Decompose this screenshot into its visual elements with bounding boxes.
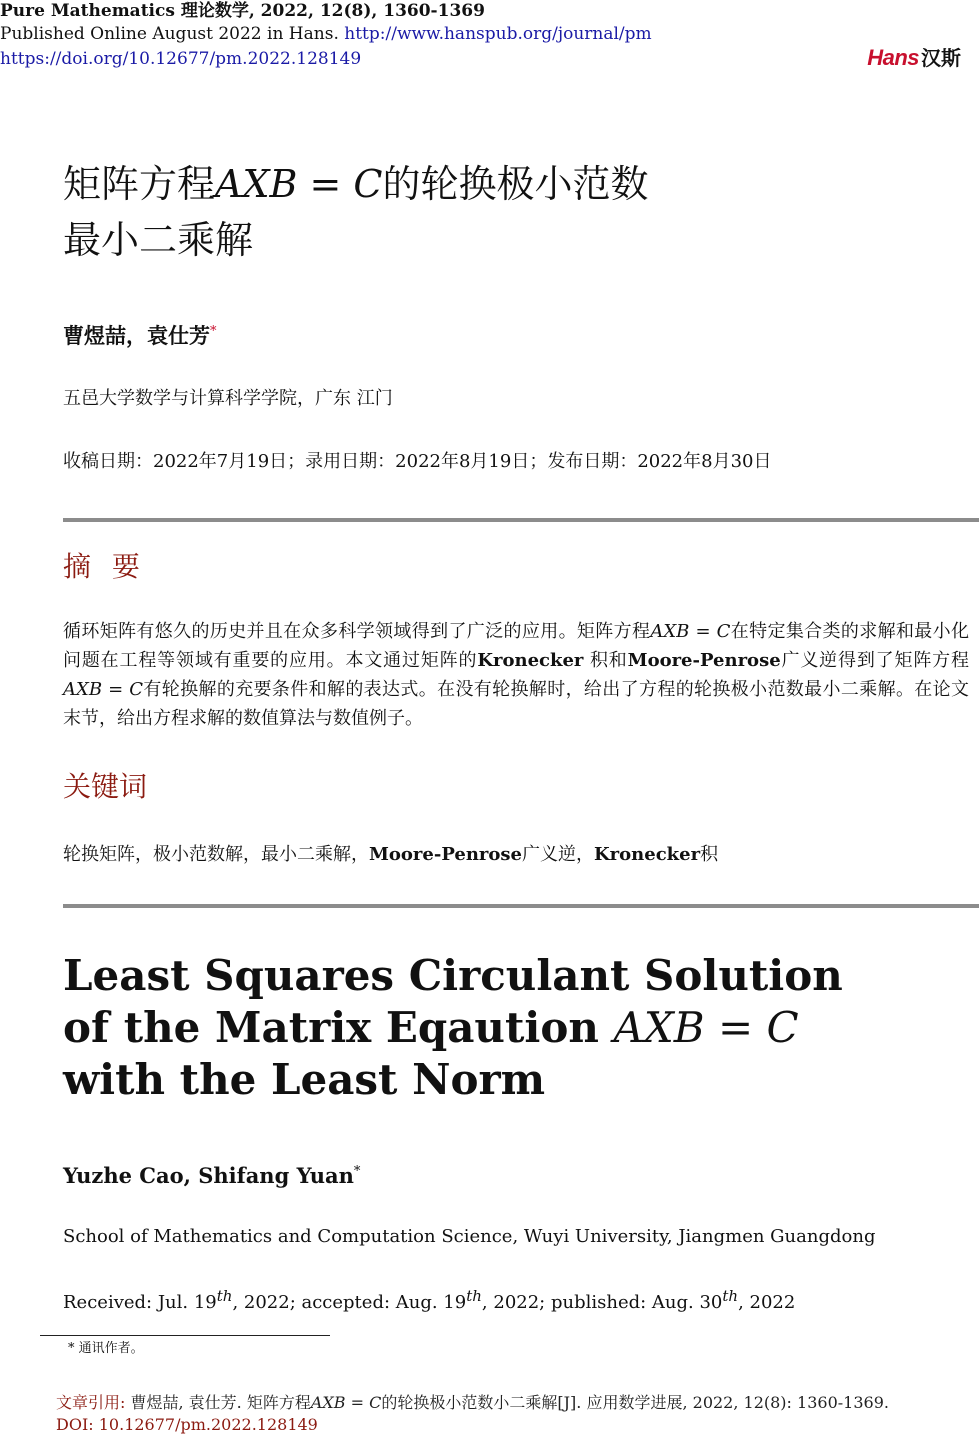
- citation-block: [56, 1392, 889, 1436]
- keyword-bold: Kronecker: [594, 844, 701, 865]
- abstract-math: AXB = C: [650, 621, 731, 642]
- date-sup: th: [722, 1287, 739, 1305]
- date-end: , 2022: [738, 1292, 796, 1313]
- journal-name: Pure Mathematics 理论数学, 2022, 12(8), 1360-1369: [0, 1, 485, 21]
- date-sup: th: [466, 1287, 482, 1305]
- keywords-heading: 关键词: [63, 770, 148, 803]
- hans-logo: [867, 42, 961, 71]
- authors-en-text: Yuzhe Cao, Shifang Yuan: [63, 1163, 354, 1188]
- divider-bottom: [63, 904, 979, 908]
- title-cn-suffix: 的轮换极小范数: [382, 162, 649, 206]
- journal-url-link[interactable]: http://www.hanspub.org/journal/pm: [344, 24, 652, 44]
- logo-cn: 汉斯: [921, 46, 961, 70]
- journal-line: [0, 0, 485, 22]
- abstract-part: 在特定集合类的求解和最小化问题在工程等领域有重要的应用。本文通过矩阵的: [63, 621, 970, 671]
- abstract-part: 循环矩阵有悠久的历史并且在众多科学领域得到了广泛的应用。矩阵方程: [63, 621, 651, 642]
- logo-latin: Hans: [867, 45, 919, 70]
- chinese-title: [63, 156, 649, 268]
- chinese-dates: 收稿日期：2022年7月19日；录用日期：2022年8月19日；发布日期：2022年8月30日: [63, 451, 772, 472]
- citation-text2: 的轮换极小范数小二乘解[J]. 应用数学进展, 2022, 12(8): 1360-1369.: [381, 1393, 889, 1412]
- citation-label: 文章引用:: [56, 1393, 126, 1412]
- title-cn-math: AXB = C: [215, 162, 383, 206]
- title-en-line2: of the Matrix Eqaution: [63, 1003, 614, 1052]
- title-cn-prefix: 矩阵方程: [63, 162, 216, 206]
- corresponding-mark-en: *: [353, 1164, 361, 1179]
- date-received: Received: Jul. 19: [63, 1292, 217, 1313]
- keyword-bold: Moore-Penrose: [369, 844, 523, 865]
- chinese-authors: [63, 320, 217, 350]
- english-authors: [63, 1163, 360, 1188]
- keyword-part: 积: [700, 844, 719, 865]
- abstract-part: 积和: [583, 650, 628, 671]
- keyword-part: 轮换矩阵，极小范数解，最小二乘解，: [63, 844, 369, 865]
- published-text: Published Online August 2022 in Hans.: [0, 24, 339, 44]
- english-affiliation: School of Mathematics and Computation Science, Wuyi University, Jiangmen Guangdong: [63, 1226, 876, 1247]
- citation-text1: 曹煜喆, 袁仕芳. 矩阵方程: [130, 1393, 311, 1412]
- date-sup: th: [216, 1287, 233, 1305]
- keyword-part: 广义逆，: [522, 844, 595, 865]
- citation-math: AXB = C: [310, 1393, 382, 1412]
- footnote-rule: [40, 1335, 330, 1336]
- doi-line: [0, 48, 361, 70]
- date-published: , 2022; published: Aug. 30: [481, 1292, 723, 1313]
- english-title: [63, 950, 843, 1106]
- published-line: [0, 23, 652, 45]
- keywords-list: [63, 840, 718, 866]
- abstract-text: [63, 617, 969, 733]
- english-dates: [63, 1287, 795, 1313]
- authors-cn-text: 曹煜喆，袁仕芳: [63, 323, 210, 348]
- title-en-line3: with the Least Norm: [63, 1055, 546, 1104]
- abstract-bold: Moore-Penrose: [627, 650, 781, 671]
- chinese-affiliation: 五邑大学数学与计算科学学院，广东 江门: [63, 388, 393, 409]
- abstract-bold: Kronecker: [477, 650, 584, 671]
- abstract-part: 广义逆得到了矩阵方程: [780, 650, 969, 671]
- date-accepted: , 2022; accepted: Aug. 19: [232, 1292, 467, 1313]
- title-en-math: AXB = C: [613, 1003, 799, 1052]
- title-en-line1: Least Squares Circulant Solution: [63, 951, 843, 1000]
- abstract-math: AXB = C: [63, 679, 144, 700]
- abstract-heading: 摘 要: [63, 550, 146, 583]
- divider-top: [63, 518, 979, 522]
- footnote: * 通讯作者。: [68, 1341, 144, 1356]
- title-cn-line2: 最小二乘解: [63, 218, 254, 262]
- doi-url-link[interactable]: https://doi.org/10.12677/pm.2022.128149: [0, 49, 362, 69]
- abstract-part: 有轮换解的充要条件和解的表达式。在没有轮换解时，给出了方程的轮换极小范数最小二乘解。在论文末节，给出方程求解的数值算法与数值例子。: [63, 679, 970, 729]
- citation-doi[interactable]: DOI: 10.12677/pm.2022.128149: [56, 1415, 318, 1434]
- corresponding-mark: *: [210, 324, 217, 339]
